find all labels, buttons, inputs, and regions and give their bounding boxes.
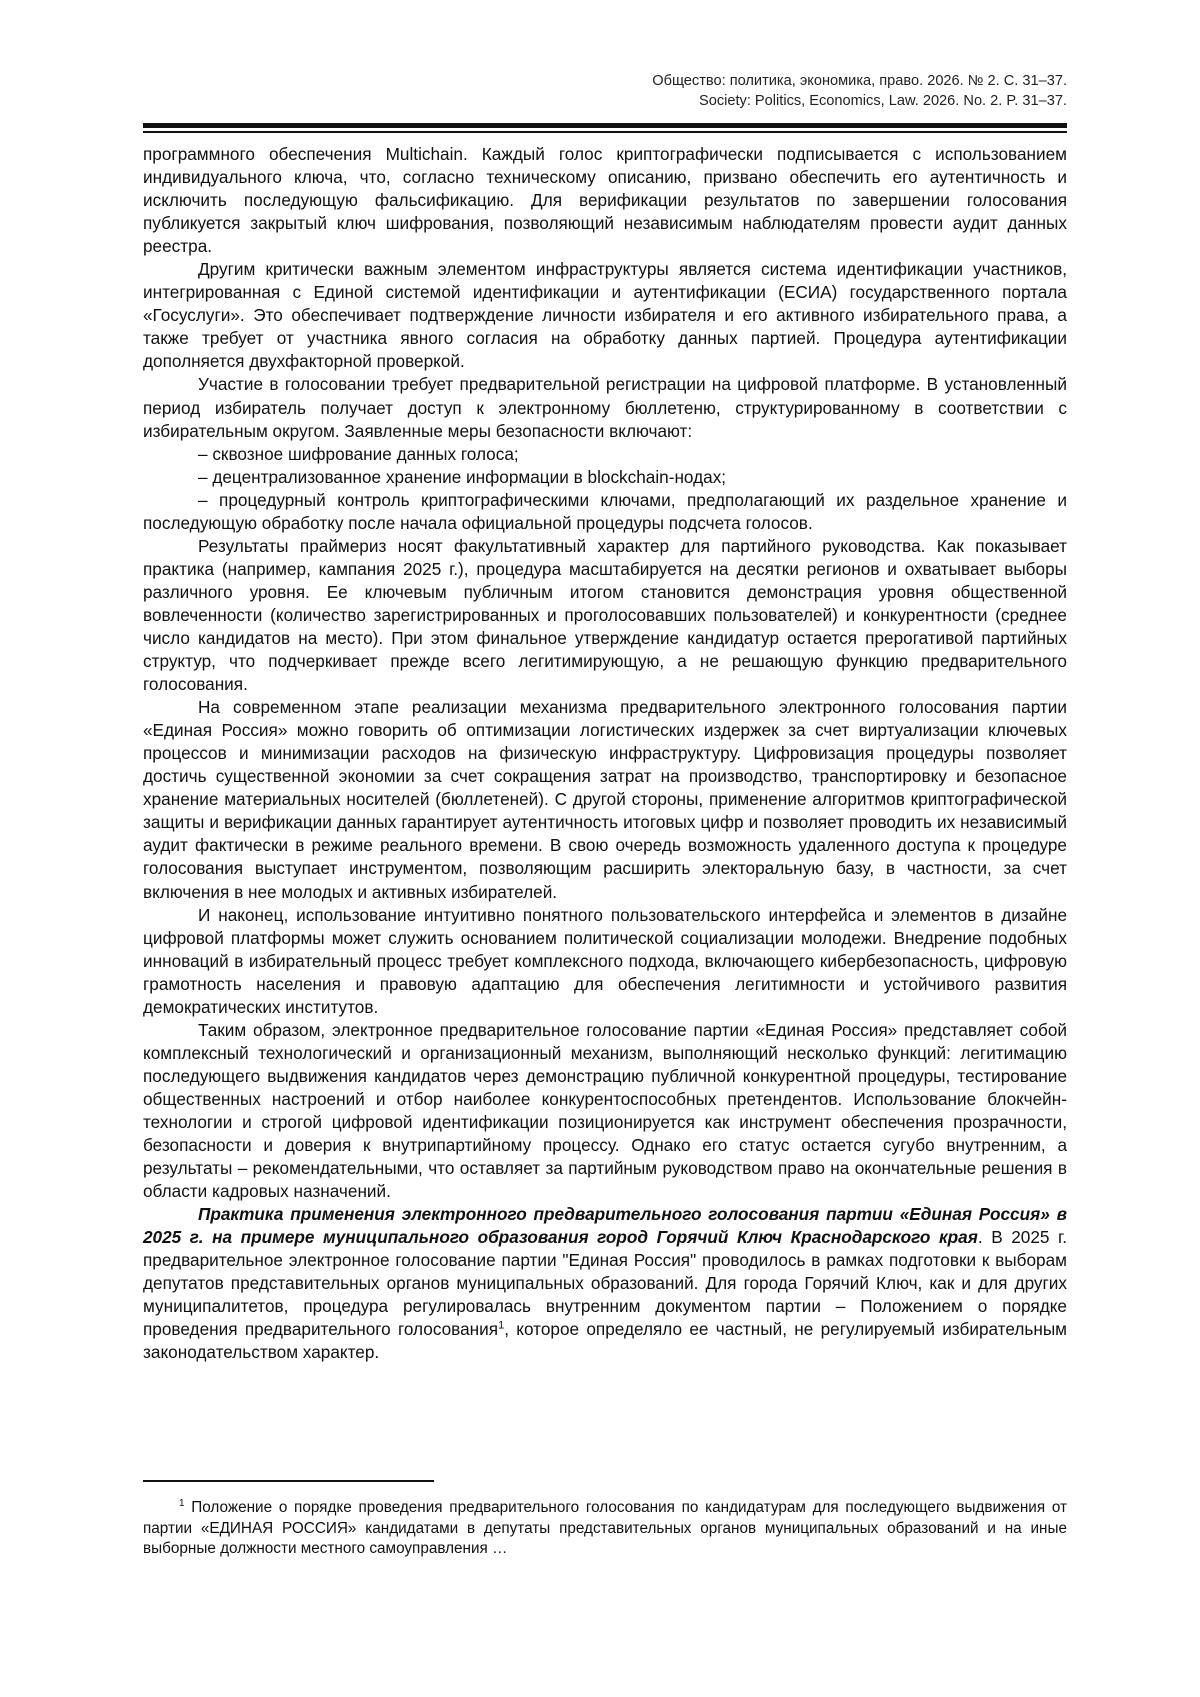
paragraph-7: Таким образом, электронное предварительное голосование партии «Единая Россия» представляет собой комплексный технологический и организационный механизм, выполняющий несколько функций: легитимацию последующего выдвижения кандидатов через демонстрацию публичной конкурентной процедуры, тестирование общественных настроений и отбор наиболее конкурентоспособных претендентов. Использование блокчейн-технологии и строгой цифровой идентификации позиционируется как инструмент обеспечения прозрачности, безопасности и доверия к внутрипартийному процессу. Однако его статус остается сугубо внутренним, а результаты – рекомендательными, что оставляет за партийным руководством право на окончательные решения в области кадровых назначений. xyxy=(143,1019,1067,1202)
paragraph-2: Другим критически важным элементом инфраструктуры является система идентификации участников, интегрированная с Единой системой идентификации и аутентификации (ЕСИА) государственного портала «Госуслуги». Это обеспечивает подтверждение личности избирателя и его активного избирательного права, а также требует от участника явного согласия на обработку данных партией. Процедура аутентификации дополняется двухфакторной проверкой. xyxy=(143,259,1067,372)
paragraph-8-text-a: . В 2025 г. предварительное электронное голосование партии "Единая Россия" проводилось в рамках подготовки к выборам депутатов представительных органов муниципальных образований. Для города Горячий Ключ, как и для других муниципалитетов, процедура регулировалась внутренним документом партии – Положением о порядке проведения предварительного голосования xyxy=(143,1227,1067,1340)
header-rule-thick xyxy=(143,123,1067,128)
running-header xyxy=(367,71,1067,111)
footnote-reference[interactable]: 1 xyxy=(498,1319,505,1332)
article-body xyxy=(143,143,1067,1364)
header-rule-thin xyxy=(143,131,1067,133)
footnote xyxy=(143,1498,1067,1560)
footnote-marker: 1 xyxy=(179,1497,185,1509)
paragraph-3: Участие в голосовании требует предварительной регистрации на цифровой платформе. В установленный период избиратель получает доступ к электронному бюллетеню, структурированному в соответствии с избирательным округом. Заявленные меры безопасности включают: xyxy=(143,374,1067,441)
header-citation-en: Society: Politics, Economics, Law. 2026. No. 2. P. 31–37. xyxy=(698,93,1067,109)
footnote-separator xyxy=(143,1480,434,1482)
footnote-text: Положение о порядке проведения предварительного голосования по кандидатурам для последующего выдвижения от партии «ЕДИНАЯ РОССИЯ» кандидатами в депутаты представительных органов муниципальных образований и на иные выборные должности местного самоуправления … xyxy=(143,1499,1067,1558)
paragraph-4: Результаты праймериз носят факультативный характер для партийного руководства. Как показывает практика (например, кампания 2025 г.), процедура масштабируется на десятки регионов и охватывает выборы различного уровня. Ее ключевым публичным итогом становится демонстрация уровня общественной вовлеченности (количество зарегистрированных и проголосовавших пользователей) и конкурентности (среднее число кандидатов на место). При этом финальное утверждение кандидатур остается прерогативой партийных структур, что подчеркивает прежде всего легитимирующую, а не решающую функцию предварительного голосования. xyxy=(143,535,1067,695)
section-subheading: Практика применения электронного предварительного голосования партии «Единая Россия» в 2025 г. на примере муниципального образования город Горячий Ключ Краснодарского края xyxy=(143,1204,1067,1248)
list-item-3: – процедурный контроль криптографическими ключами, предполагающий их раздельное хранение и последующую обработку после начала официальной процедуры подсчета голосов. xyxy=(143,489,1067,533)
list-item-1: – сквозное шифрование данных голоса; xyxy=(198,443,519,464)
paragraph-8-text-b: , которое определяло ее частный, не регулируемый избирательным законодательством характер. xyxy=(143,1319,1067,1363)
paragraph-8 xyxy=(143,1203,1067,1364)
paragraph-1: программного обеспечения Multichain. Каждый голос криптографически подписывается с использованием индивидуального ключа, что, согласно техническому описанию, призвано обеспечить его аутентичность и исключить последующую фальсификацию. Для верификации результатов по завершении голосования публикуется закрытый ключ шифрования, позволяющий независимым наблюдателям провести аудит данных реестра. xyxy=(143,144,1067,257)
header-citation-ru: Общество: политика, экономика, право. 2026. № 2. С. 31–37. xyxy=(652,73,1067,89)
paragraph-5: На современном этапе реализации механизма предварительного электронного голосования партии «Единая Россия» можно говорить об оптимизации логистических издержек за счет виртуализации ключевых процессов и минимизации расходов на физическую инфраструктуру. Цифровизация процедуры позволяет достичь существенной экономии за счет сокращения затрат на производство, транспортировку и безопасное хранение материальных носителей (бюллетеней). С другой стороны, применение алгоритмов криптографической защиты и верификации данных гарантирует аутентичность итоговых цифр и позволяет проводить их независимый аудит фактически в режиме реального времени. В свою очередь возможность удаленного доступа к процедуре голосования выступает инструментом, позволяющим расширить электоральную базу, в частности, за счет включения в нее молодых и активных избирателей. xyxy=(143,697,1067,902)
list-item-2: – децентрализованное хранение информации в blockchain-нодах; xyxy=(198,466,727,487)
paragraph-6: И наконец, использование интуитивно понятного пользовательского интерфейса и элементов в дизайне цифровой платформы может служить основанием политической социализации молодежи. Внедрение подобных инноваций в избирательный процесс требует комплексного подхода, включающего кибербезопасность, цифровую грамотность населения и правовую адаптацию для обеспечения легитимности и устойчивого развития демократических институтов. xyxy=(143,904,1067,1017)
